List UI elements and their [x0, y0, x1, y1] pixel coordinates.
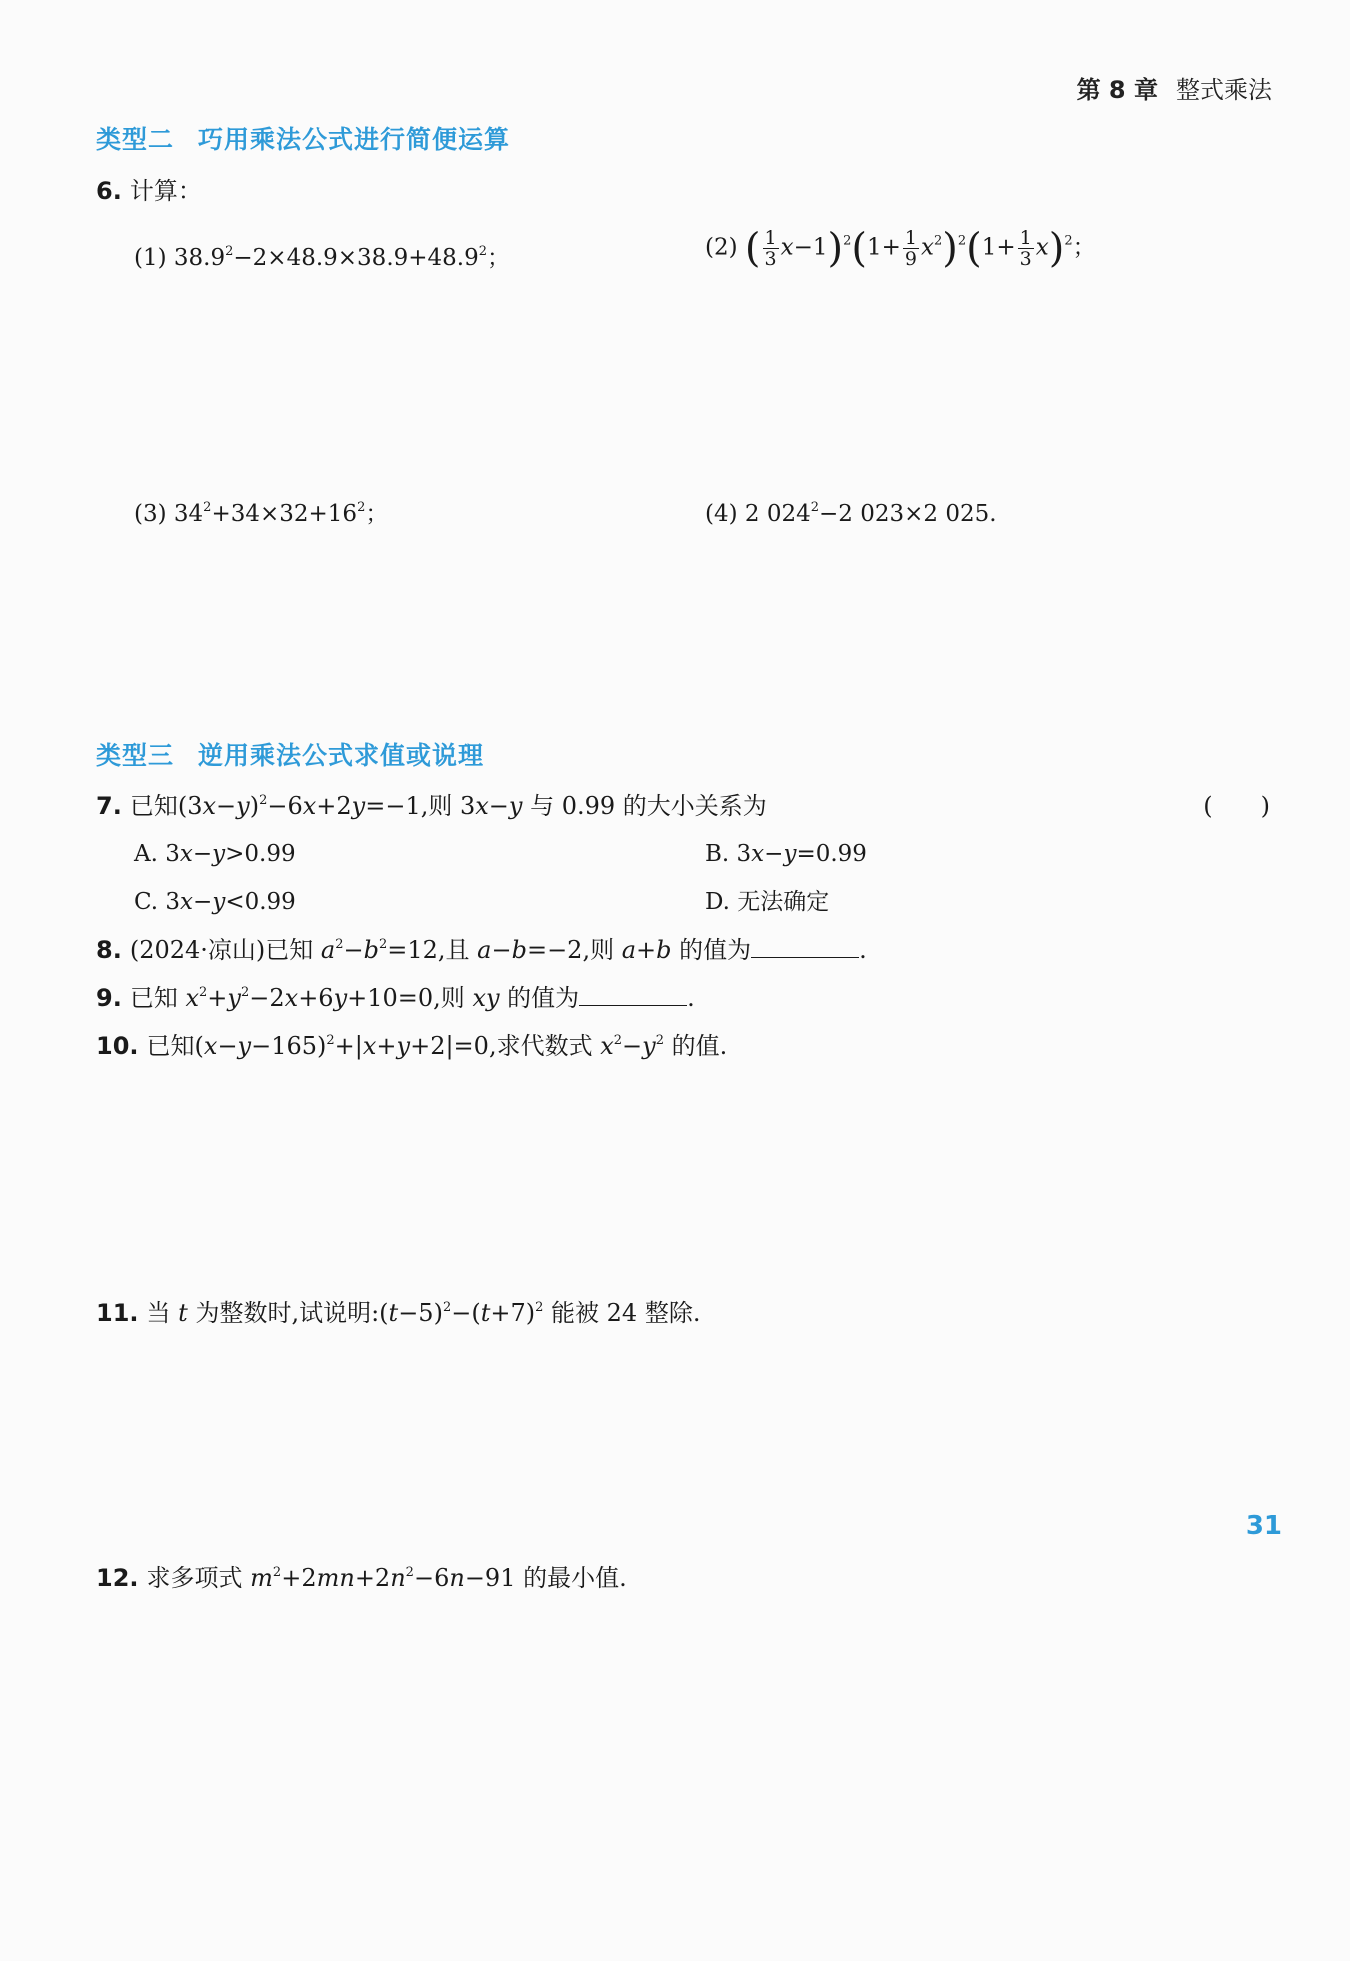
- question-number: 6.: [96, 177, 122, 205]
- question-number: 11.: [96, 1299, 139, 1327]
- question-number: 9.: [96, 984, 122, 1012]
- question-7: 7. 已知$(3x-y)^2-6x+2y=-1$,则 3x−y 与 0.99 的大小关系为: [96, 792, 767, 820]
- option-d[interactable]: D. 无法确定: [705, 889, 830, 915]
- page-header: [1077, 70, 1272, 105]
- option-a[interactable]: A. 3x−y>0.99: [134, 841, 296, 867]
- chapter-title: 整式乘法: [1176, 76, 1272, 104]
- answer-blank[interactable]: [751, 935, 859, 958]
- question-number: 7.: [96, 792, 122, 820]
- answer-bracket[interactable]: ( ): [1203, 792, 1270, 820]
- question-6-part-1: (1) $38.9^2-2\times 48.9\times 38.9+48.9^2$；: [134, 244, 511, 271]
- question-6: [96, 175, 202, 207]
- question-11: 11. 当 t 为整数时,试说明$:(t-5)^2-(t+7)^2$ 能被 24 整除.: [96, 1299, 701, 1327]
- option-c[interactable]: C. 3x−y<0.99: [134, 889, 296, 915]
- question-number: 10.: [96, 1032, 139, 1060]
- question-number: 8.: [96, 936, 122, 964]
- section-heading-2: [96, 120, 510, 156]
- section-label: 类型三: [96, 741, 175, 770]
- question-8: 8. (2024·凉山)已知 $a^2-b^2=12$,且 a−b=−2,则 a+b 的值为 .: [96, 936, 867, 964]
- question-6-part-2: (2) ( $\frac{1}{3}$ x−1)$^2$(1+ $\frac{1}{9}$ $x^2)^2(1+$ $\frac{1}{3}$ x)$^2$；: [705, 225, 1096, 272]
- question-12: 12. 求多项式 $m^2+2mn+2n^2-6n-91$ 的最小值.: [96, 1564, 627, 1592]
- question-6-part-4: (4) 2 $024^2-2$ 023×2 025.: [705, 500, 997, 527]
- page-number: 31: [1245, 1511, 1282, 1541]
- question-text: 计算：: [129, 177, 202, 205]
- question-10: 10. 已知$(x-y-165)^2+|x+y+2|=0$,求代数式 $x^2-y^2$ 的值.: [96, 1032, 728, 1060]
- section-label: 类型二: [96, 125, 175, 154]
- question-9: 9. 已知 $x^2+y^2-2x+6y+10=0$,则 xy 的值为 .: [96, 984, 695, 1012]
- answer-blank[interactable]: [579, 983, 687, 1006]
- chapter-label: 第 8 章: [1076, 76, 1158, 104]
- section-title: 巧用乘法公式进行简便运算: [198, 125, 511, 154]
- option-b[interactable]: B. 3x−y=0.99: [705, 841, 867, 867]
- question-6-part-3: (3) $34^2+34\times 32+16^2$；: [134, 500, 389, 527]
- question-number: 12.: [96, 1564, 139, 1592]
- section-heading-3: [96, 736, 484, 772]
- section-title: 逆用乘法公式求值或说理: [198, 741, 485, 770]
